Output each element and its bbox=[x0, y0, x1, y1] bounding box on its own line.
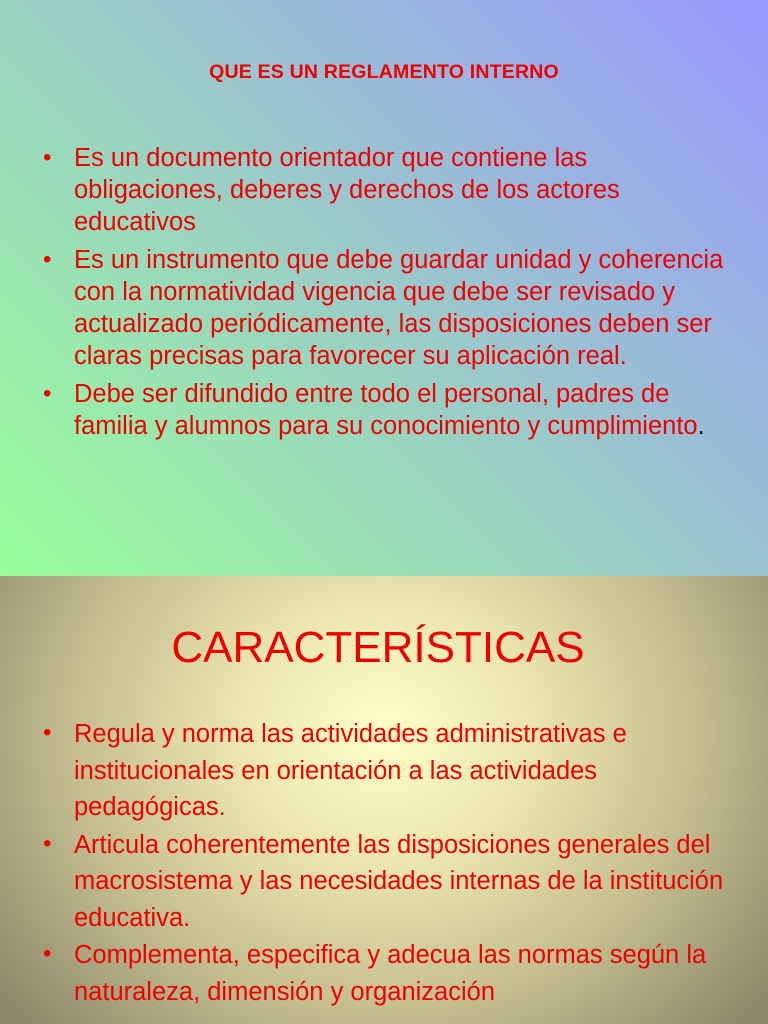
bullet-dot-icon: • bbox=[43, 144, 52, 171]
bullet-text: Es un documento orientador que contiene las obligaciones, deberes y derechos de los actores educativos bbox=[74, 144, 620, 236]
bullet-text: Regula y norma las actividades administrativas e institucionales en orientación a las actividades pedagógicas. bbox=[74, 720, 627, 821]
bullet-dot-icon: • bbox=[43, 380, 52, 407]
slide-title: QUE ES UN REGLAMENTO INTERNO bbox=[209, 61, 559, 83]
slide-caracteristicas bbox=[0, 576, 768, 1024]
bullet-list bbox=[40, 716, 740, 1011]
bullet-text: Es un instrumento que debe guardar unidad y coherencia con la normatividad vigencia que debe ser revisado y actualizado periódicamente, las disposiciones deben ser claras precisas para favorecer su aplicación real. bbox=[74, 246, 724, 370]
bullet-period: . bbox=[697, 412, 705, 440]
bullet-dot-icon: • bbox=[43, 829, 52, 857]
bullet-text: Debe ser difundido entre todo el personal, padres de familia y alumnos para su conocimiento y cumplimiento bbox=[74, 380, 698, 440]
bullet-item bbox=[40, 142, 740, 238]
bullet-item bbox=[40, 378, 740, 442]
bullet-list bbox=[40, 142, 740, 448]
bullet-dot-icon: • bbox=[43, 719, 52, 746]
bullet-dot-icon: • bbox=[43, 246, 52, 273]
bullet-item bbox=[40, 937, 740, 1010]
bullet-item bbox=[40, 827, 740, 937]
slide-title: CARACTERÍSTICAS bbox=[171, 623, 585, 672]
bullet-text: Articula coherentemente las disposiciones generales del macrosistema y las necesidades internas de la institución educativa. bbox=[74, 830, 724, 932]
bullet-text: Complementa, especifica y adecua las normas según la naturaleza, dimensión y organización bbox=[74, 941, 707, 1006]
bullet-item bbox=[40, 716, 740, 826]
bullet-dot-icon: • bbox=[43, 940, 52, 967]
bullet-item bbox=[40, 244, 740, 372]
